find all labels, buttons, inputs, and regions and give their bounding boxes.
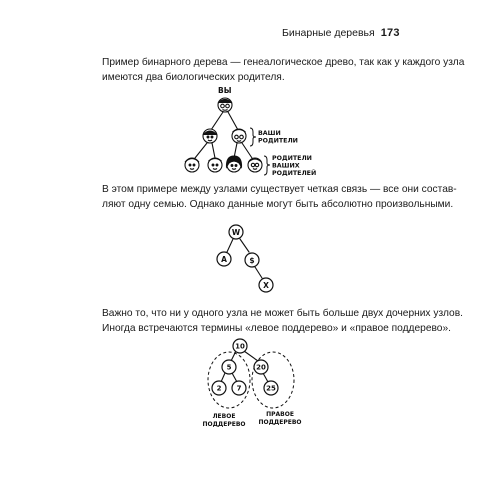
tree-edge [227, 239, 233, 252]
tree-edge [211, 112, 223, 130]
section-title: Бинарные деревья [282, 27, 375, 39]
text-line: Пример бинарного дерева — генеалогическое древо, так как у каждого узла [102, 57, 465, 68]
face-parent-left [203, 129, 217, 143]
tree-edge [195, 143, 207, 158]
label-grandparents-line: РОДИТЕЛИ [272, 155, 312, 162]
paragraph-subtrees [102, 307, 463, 336]
tree-edge [240, 239, 249, 252]
tree-edge [244, 351, 258, 361]
label-parents-line: ВАШИ [258, 130, 281, 137]
label-left-subtree-line: ПОДДЕРЕВО [202, 421, 246, 428]
text-line: В этом примере между узлами существует четкая связь — все они состав- [102, 184, 457, 195]
node-label: W [231, 228, 241, 237]
label-parents-line: РОДИТЕЛИ [258, 137, 298, 145]
face-grandparent-4 [248, 158, 262, 172]
label-right-subtree-line: ПРАВОЕ [266, 411, 294, 418]
brace [250, 128, 256, 146]
label-right-subtree-line: ПОДДЕРЕВО [258, 419, 302, 426]
node-label: $ [249, 256, 255, 265]
face-you [218, 98, 232, 112]
node-label: 25 [266, 384, 276, 393]
page-number: 173 [380, 27, 400, 39]
tree-edge [263, 373, 268, 382]
face-parent-right [232, 129, 246, 143]
face-grandparent-2 [208, 158, 222, 172]
node-label: 20 [256, 363, 266, 372]
family-tree-drawing [170, 83, 330, 179]
brace [264, 156, 270, 175]
tree-edge [212, 143, 215, 158]
running-header [282, 27, 400, 39]
tree-edge [228, 112, 238, 130]
label-grandparents-line: РОДИТЕЛЕЙ [272, 170, 317, 177]
node-label: 7 [236, 384, 242, 393]
label-grandparents-line: ВАШИХ [272, 162, 300, 170]
arbitrary-tree-drawing [200, 220, 300, 302]
subtree-figure [200, 336, 310, 442]
node-label: X [263, 281, 269, 290]
face-grandparent-1 [185, 158, 199, 172]
node-label: 5 [226, 363, 232, 372]
family-tree-figure [170, 83, 330, 179]
subtree-drawing [200, 336, 310, 442]
text-line: Важно то, что ни у одного узла не может быть больше двух дочерних узлов. [102, 308, 463, 319]
arbitrary-tree-figure [200, 220, 300, 302]
label-left-subtree-line: ЛЕВОЕ [212, 413, 236, 420]
tree-edge [242, 143, 252, 158]
tree-edge [255, 267, 262, 278]
text-line: ляют одну семью. Однако данные могут быть абсолютно произвольными. [102, 198, 454, 210]
paragraph-arbitrary-data [102, 183, 457, 212]
text-line: Иногда встречаются термины «левое поддерево» и «правое поддерево». [102, 322, 451, 334]
node-label: 2 [216, 384, 222, 393]
node-label: 10 [235, 342, 245, 351]
label-you: ВЫ [218, 86, 232, 95]
tree-edge [232, 373, 237, 382]
tree-edge [221, 373, 225, 382]
face-grandparent-3 [226, 156, 241, 172]
node-label: A [221, 255, 227, 264]
text-line: имеются два биологических родителя. [102, 71, 285, 83]
paragraph-family-tree [102, 56, 465, 85]
